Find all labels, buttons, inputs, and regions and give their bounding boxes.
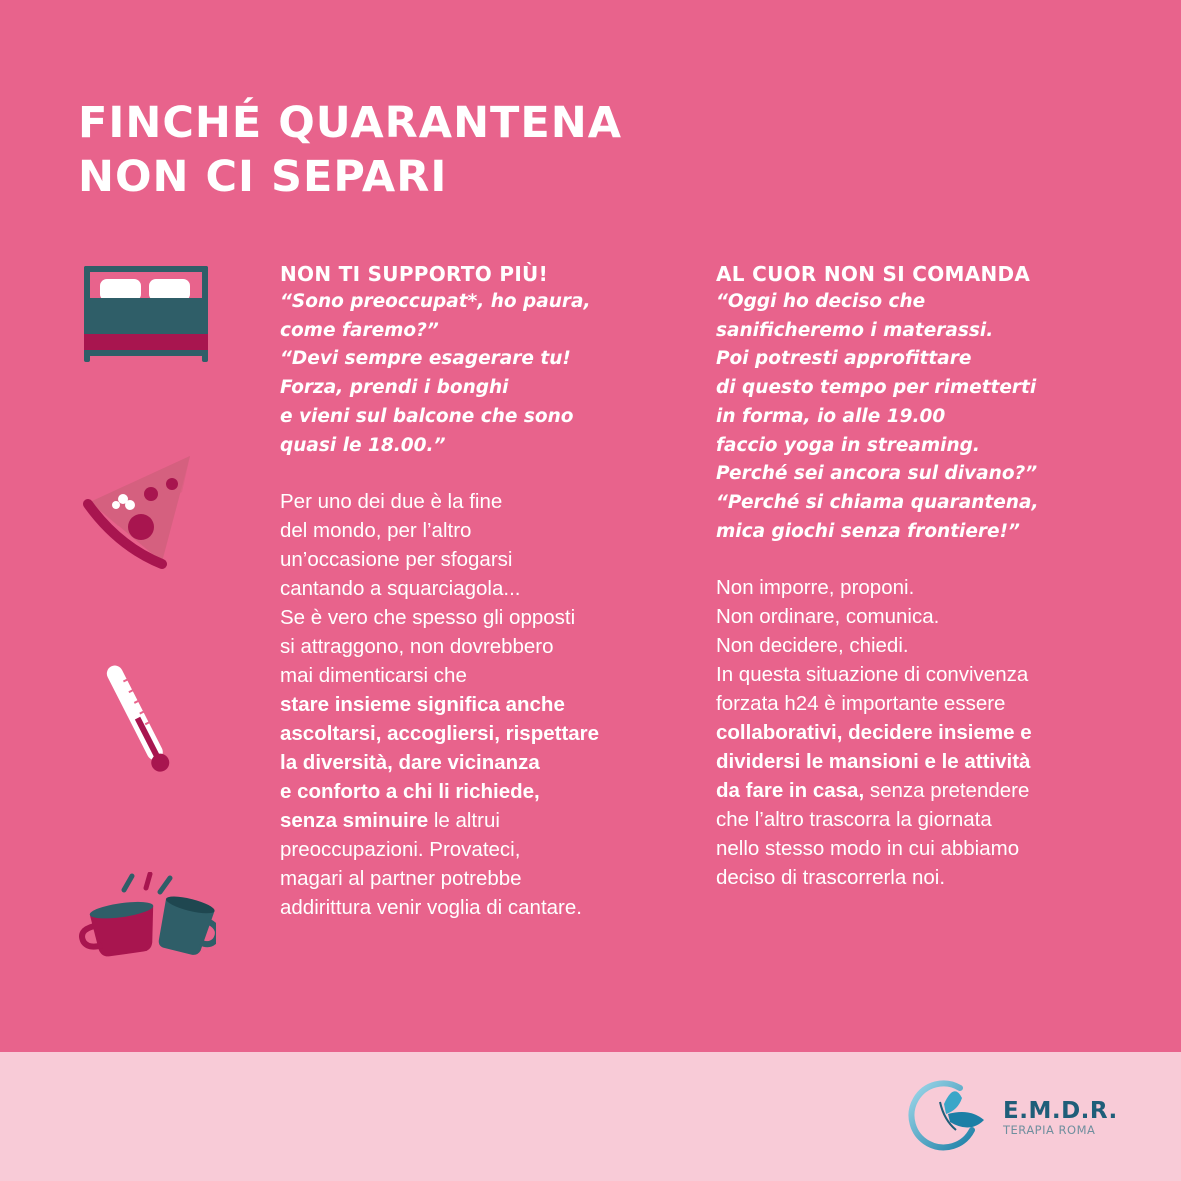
left-body-line: preoccupazioni. Provateci,	[280, 838, 521, 862]
right-quote-line-6: faccio yoga in streaming.	[716, 434, 980, 456]
left-quote-line-4: Forza, prendi i bonghi	[280, 377, 509, 399]
emdr-logo-icon	[898, 1080, 998, 1152]
left-body-line: addirittura venir voglia di cantare.	[280, 896, 582, 920]
left-body-line: del mondo, per l’altro	[280, 519, 472, 543]
left-quote	[280, 288, 680, 460]
left-body-line: magari al partner potrebbe	[280, 867, 522, 891]
left-body-mixed-line	[280, 806, 680, 835]
left-quote-line-3: “Devi sempre esagerare tu!	[280, 348, 571, 370]
left-body-line: Per uno dei due è la fine	[280, 490, 503, 514]
pizza-slice-icon	[78, 450, 200, 572]
right-quote-line-9: mica giochi senza frontiere!”	[716, 520, 1020, 542]
right-quote-line-4: di questo tempo per rimetterti	[716, 377, 1037, 399]
right-quote-line-8: “Perché si chiama quarantena,	[716, 491, 1039, 513]
left-body	[280, 487, 680, 922]
right-quote-line-1: “Oggi ho deciso che	[716, 291, 926, 312]
logo-name: E.M.D.R.	[1003, 1098, 1118, 1124]
left-body-bold-line: ascoltarsi, accogliersi, rispettare	[280, 722, 600, 746]
title-line-2: NON CI SEPARI	[78, 152, 448, 202]
left-body-bold-line: stare insieme significa anche	[280, 693, 565, 717]
right-quote-line-2: sanificheremo i materassi.	[716, 319, 994, 341]
bed-icon	[80, 262, 212, 366]
title-line-1: FINCHÉ QUARANTENA	[78, 98, 623, 148]
left-quote-line-6: quasi le 18.00.”	[280, 434, 446, 456]
right-quote-line-3: Poi potresti approfittare	[716, 348, 972, 370]
right-quote	[716, 288, 1116, 546]
right-body-line: Non imporre, proponi.	[716, 576, 915, 600]
left-body-fragment: le altrui	[428, 809, 500, 833]
right-body-bold-line: dividersi le mansioni e le attività	[716, 750, 1031, 774]
right-quote-line-5: in forma, io alle 19.00	[716, 405, 946, 427]
right-column	[716, 260, 1116, 892]
logo-subtitle: TERAPIA ROMA	[1003, 1123, 1096, 1137]
left-body-line: cantando a squarciagola...	[280, 577, 521, 601]
right-quote-line-7: Perché sei ancora sul divano?”	[716, 463, 1038, 485]
right-body-line: In questa situazione di convivenza	[716, 663, 1029, 687]
left-body-bold-line: e conforto a chi li richiede,	[280, 780, 540, 804]
logo-text	[1003, 1098, 1118, 1137]
right-body-fragment: senza pretendere	[864, 779, 1030, 803]
right-body-line: deciso di trascorrerla noi.	[716, 866, 946, 890]
right-body-line: che l’altro trascorra la giornata	[716, 808, 992, 832]
cups-cheers-icon	[74, 872, 216, 958]
right-body-line: forzata h24 è importante essere	[716, 692, 1006, 716]
right-body-line: Non ordinare, comunica.	[716, 605, 940, 629]
left-quote-line-2: come faremo?”	[280, 319, 439, 341]
right-heading: AL CUOR NON SI COMANDA	[716, 262, 1031, 286]
left-heading: NON TI SUPPORTO PIÙ!	[280, 262, 549, 286]
right-body-bold-line: collaborativi, decidere insieme e	[716, 721, 1032, 745]
left-body-line: mai dimenticarsi che	[280, 664, 467, 688]
left-body-line: un’occasione per sfogarsi	[280, 548, 513, 572]
left-quote-line-5: e vieni sul balcone che sono	[280, 405, 574, 427]
left-body-line: Se è vero che spesso gli opposti	[280, 606, 576, 630]
page-title	[78, 96, 622, 204]
left-body-bold-fragment: senza sminuire	[280, 809, 429, 833]
right-body-mixed-line	[716, 776, 1116, 805]
left-body-line: si attraggono, non dovrebbero	[280, 635, 554, 659]
left-quote-line-1: “Sono preoccupat*, ho paura,	[280, 291, 591, 312]
thermometer-icon	[100, 658, 176, 780]
right-body-line: Non decidere, chiedi.	[716, 634, 909, 658]
right-body-line: nello stesso modo in cui abbiamo	[716, 837, 1020, 861]
right-body-bold-fragment: da fare in casa,	[716, 779, 865, 803]
right-body	[716, 573, 1116, 892]
left-body-bold-line: la diversità, dare vicinanza	[280, 751, 540, 775]
left-column	[280, 260, 680, 922]
